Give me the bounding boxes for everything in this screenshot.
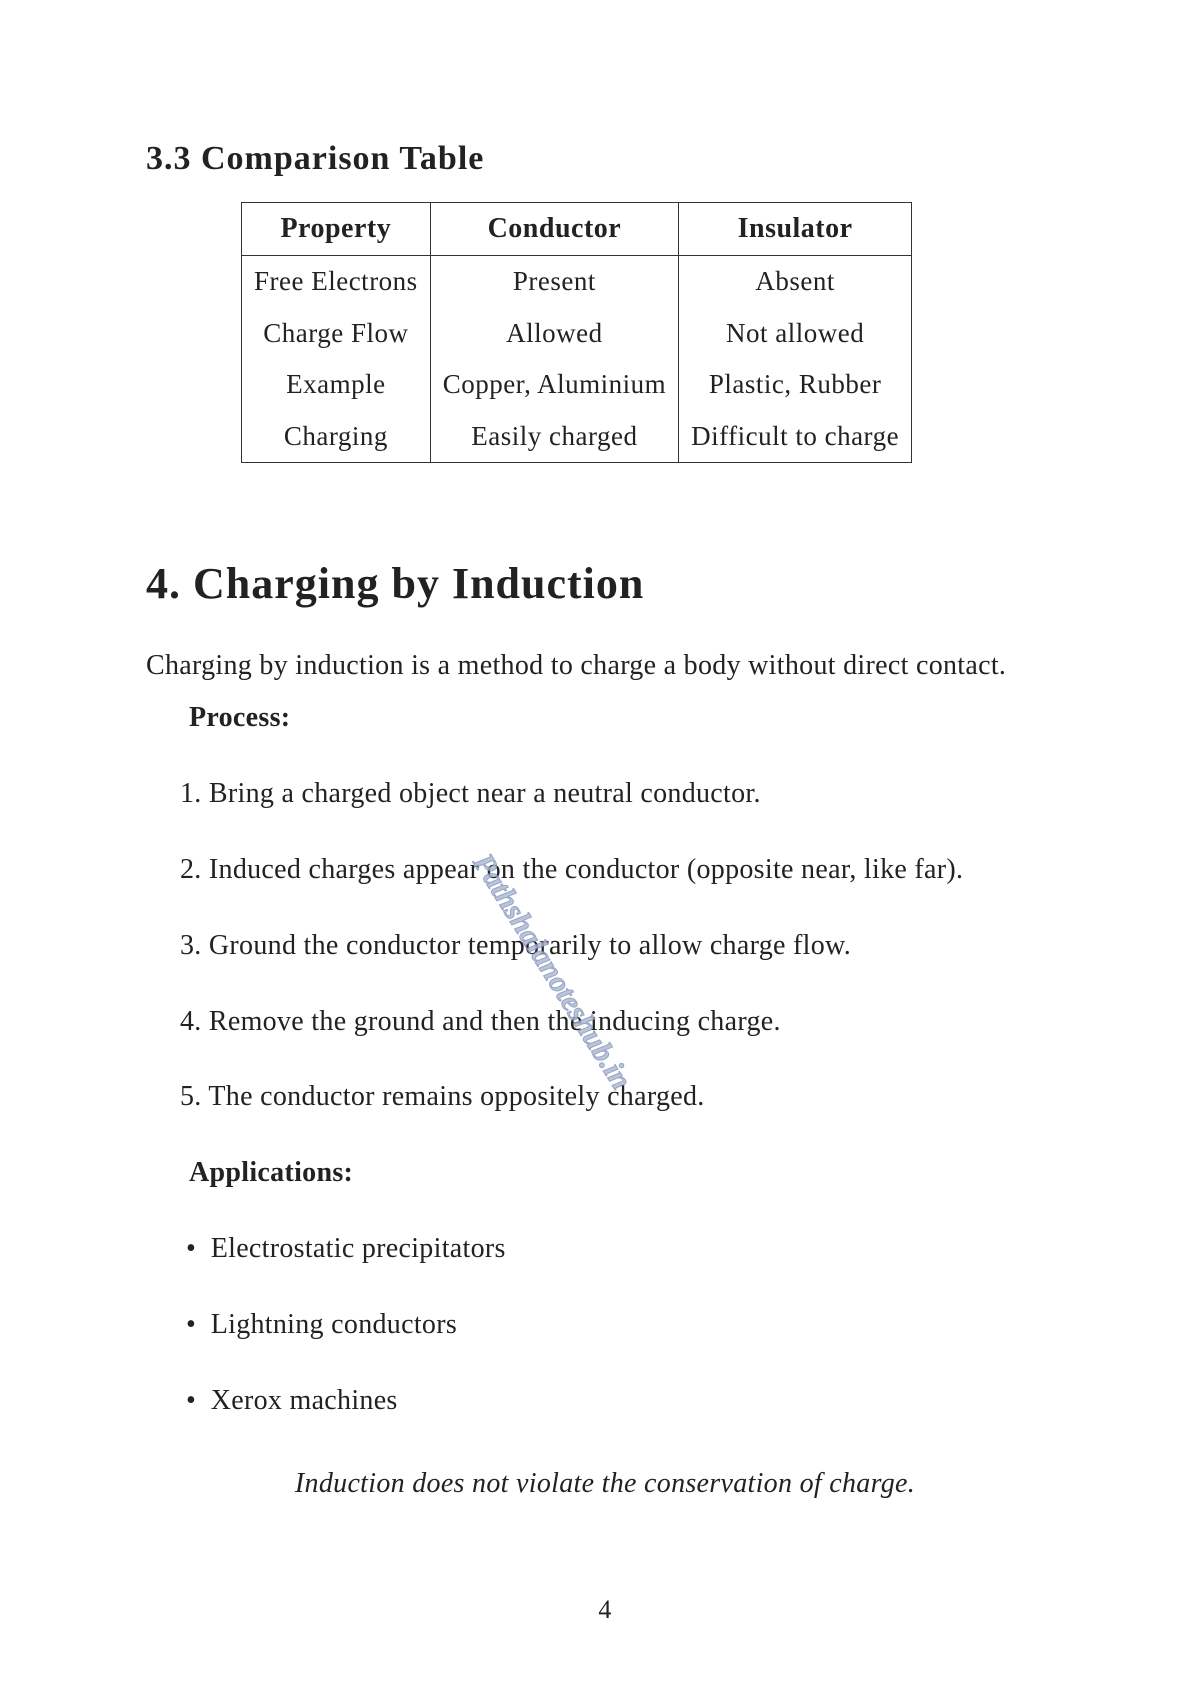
table-cell: Charge Flow: [263, 317, 409, 348]
list-item: 3. Ground the conductor temporarily to allow charge flow.: [180, 930, 852, 961]
table-cell: Present: [430, 256, 678, 308]
intro-paragraph: Charging by induction is a method to charge a body without direct contact.: [146, 650, 1007, 681]
list-item: 2. Induced charges appear on the conductor (opposite near, like far).: [180, 854, 964, 885]
table-cell: Plastic, Rubber: [679, 359, 912, 411]
table-row: [242, 359, 912, 411]
table-cell: Allowed: [430, 308, 678, 360]
bullet-text: Xerox machines: [210, 1385, 398, 1416]
table-cell: Example: [286, 369, 386, 400]
list-item: 5. The conductor remains oppositely charged.: [180, 1081, 705, 1112]
table-cell: Difficult to charge: [679, 411, 912, 463]
bullet-item: [186, 1385, 398, 1417]
list-item: 4. Remove the ground and then the inducing charge.: [180, 1006, 781, 1037]
column-header: Conductor: [430, 203, 678, 256]
column-header: Insulator: [679, 203, 912, 256]
column-header: Property: [242, 203, 431, 256]
table-cell: Absent: [679, 256, 912, 308]
watermark: Pathshalanoteshub.in: [466, 847, 638, 1096]
note: Induction does not violate the conservation of charge.: [294, 1468, 916, 1499]
bullet-icon: •: [186, 1309, 197, 1340]
table-cell: Easily charged: [430, 411, 678, 463]
bullet-item: [186, 1309, 457, 1341]
table-header-row: [242, 203, 912, 256]
table-row: [242, 411, 912, 463]
comparison-table: [241, 202, 912, 463]
table-cell: Not allowed: [679, 308, 912, 360]
section-heading: 3.3 Comparison Table: [146, 140, 485, 177]
list-item: 1. Bring a charged object near a neutral conductor.: [180, 778, 761, 809]
table-row: [242, 308, 912, 360]
table-cell: Free Electrons: [254, 266, 418, 297]
bullet-icon: •: [186, 1233, 197, 1264]
applications-label: Applications:: [189, 1157, 354, 1188]
table-row: [242, 256, 912, 308]
page-number: 4: [598, 1595, 612, 1624]
process-label: Process:: [189, 702, 291, 733]
bullet-text: Electrostatic precipitators: [210, 1233, 506, 1264]
section-heading: 4. Charging by Induction: [146, 559, 645, 608]
table-cell: Charging: [283, 420, 388, 451]
bullet-item: [186, 1233, 506, 1265]
bullet-icon: •: [186, 1385, 197, 1416]
bullet-text: Lightning conductors: [210, 1309, 458, 1340]
table-cell: Copper, Aluminium: [430, 359, 678, 411]
